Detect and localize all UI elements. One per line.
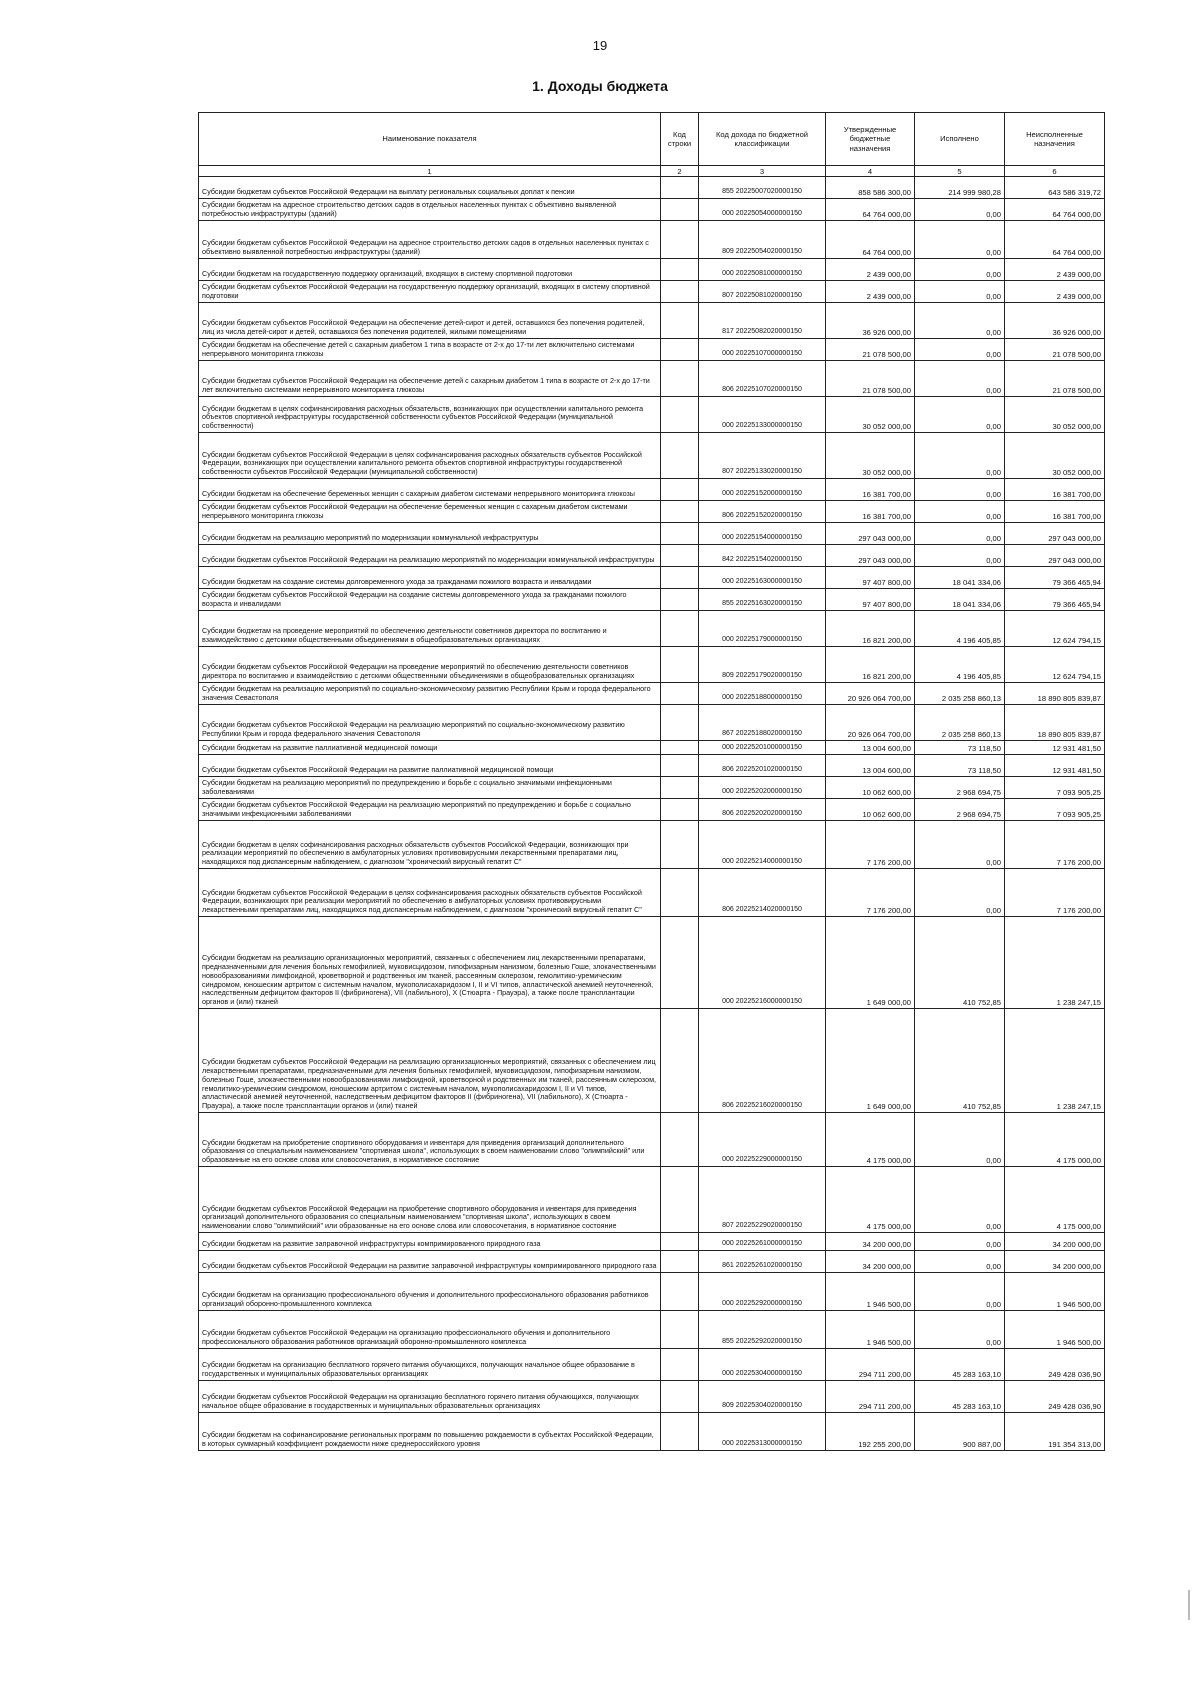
row-unexecuted: 4 175 000,00 xyxy=(1005,1113,1105,1167)
row-name: Субсидии бюджетам на софинансирование региональных программ по повышению рождаемости в субъектах Российской Федерации, в которых суммарный коэффициент рождаемости ниже среднероссийского уровня xyxy=(199,1413,661,1451)
table-row xyxy=(199,755,1105,777)
row-line-code xyxy=(661,361,699,397)
row-unexecuted: 297 043 000,00 xyxy=(1005,523,1105,545)
row-unexecuted: 1 238 247,15 xyxy=(1005,1009,1105,1113)
row-income-code: 000 20225292000000150 xyxy=(699,1273,826,1311)
row-approved: 13 004 600,00 xyxy=(826,755,915,777)
row-approved: 294 711 200,00 xyxy=(826,1381,915,1413)
row-income-code: 000 20225216000000150 xyxy=(699,917,826,1009)
table-row xyxy=(199,1113,1105,1167)
row-approved: 7 176 200,00 xyxy=(826,821,915,869)
row-name: Субсидии бюджетам субъектов Российской Федерации на создание системы долговременного ухода за гражданами пожилого возраста и инвалидами xyxy=(199,589,661,611)
table-row xyxy=(199,741,1105,755)
row-income-code: 807 20225229020000150 xyxy=(699,1167,826,1233)
row-executed: 4 196 405,85 xyxy=(915,611,1005,647)
row-income-code: 861 20225261020000150 xyxy=(699,1251,826,1273)
budget-income-table xyxy=(198,112,1105,1451)
table-row xyxy=(199,1273,1105,1311)
row-income-code: 855 20225007020000150 xyxy=(699,177,826,199)
row-unexecuted: 12 624 794,15 xyxy=(1005,611,1105,647)
table-row xyxy=(199,339,1105,361)
row-line-code xyxy=(661,647,699,683)
row-executed: 214 999 980,28 xyxy=(915,177,1005,199)
row-executed: 0,00 xyxy=(915,339,1005,361)
row-name: Субсидии бюджетам на развитие заправочной инфраструктуры компримированного природного газа xyxy=(199,1233,661,1251)
row-income-code: 000 20225304000000150 xyxy=(699,1349,826,1381)
table-row xyxy=(199,1233,1105,1251)
row-name: Субсидии бюджетам субъектов Российской Федерации на организацию бесплатного горячего питания обучающихся, получающих начальное общее образование в государственных и муниципальных образовательных организациях xyxy=(199,1381,661,1413)
row-approved: 20 926 064 700,00 xyxy=(826,705,915,741)
row-approved: 20 926 064 700,00 xyxy=(826,683,915,705)
row-executed: 0,00 xyxy=(915,523,1005,545)
row-line-code xyxy=(661,281,699,303)
row-income-code: 000 20225261000000150 xyxy=(699,1233,826,1251)
table-row xyxy=(199,647,1105,683)
row-income-code: 806 20225152020000150 xyxy=(699,501,826,523)
row-name: Субсидии бюджетам в целях софинансирования расходных обязательств, возникающих при осуществлении капитального ремонта объектов спортивной инфраструктуры государственной собственности субъектов Российской Федерации (муниципальной собственности) xyxy=(199,397,661,433)
row-executed: 0,00 xyxy=(915,1113,1005,1167)
row-name: Субсидии бюджетам на приобретение спортивного оборудования и инвентаря для приведения организаций дополнительного образования со специальным наименованием "спортивная школа", использующих в своем наименовании слово "олимпийский" или образованные на его основе слова или словосочетания, в нормативное состояние xyxy=(199,1113,661,1167)
row-line-code xyxy=(661,433,699,479)
row-name: Субсидии бюджетам субъектов Российской Федерации на обеспечение беременных женщин с сахарным диабетом системами непрерывного мониторинга глюкозы xyxy=(199,501,661,523)
row-line-code xyxy=(661,799,699,821)
row-approved: 10 062 600,00 xyxy=(826,777,915,799)
row-approved: 1 946 500,00 xyxy=(826,1311,915,1349)
row-approved: 97 407 800,00 xyxy=(826,589,915,611)
table-row xyxy=(199,777,1105,799)
row-approved: 30 052 000,00 xyxy=(826,433,915,479)
row-name: Субсидии бюджетам субъектов Российской Федерации на обеспечение детей-сирот и детей, оставшихся без попечения родителей, лиц из числа детей-сирот и детей, оставшихся без попечения родителей, жилыми помещениями xyxy=(199,303,661,339)
row-income-code: 000 20225202000000150 xyxy=(699,777,826,799)
table-row xyxy=(199,523,1105,545)
row-line-code xyxy=(661,869,699,917)
table-row xyxy=(199,1009,1105,1113)
row-unexecuted: 21 078 500,00 xyxy=(1005,339,1105,361)
row-executed: 0,00 xyxy=(915,433,1005,479)
row-unexecuted: 79 366 465,94 xyxy=(1005,567,1105,589)
row-executed: 0,00 xyxy=(915,545,1005,567)
row-name: Субсидии бюджетам на обеспечение беременных женщин с сахарным диабетом системами непрерывного мониторинга глюкозы xyxy=(199,479,661,501)
row-executed: 0,00 xyxy=(915,397,1005,433)
page-title: 1. Доходы бюджета xyxy=(532,78,668,94)
table-row xyxy=(199,1167,1105,1233)
row-approved: 7 176 200,00 xyxy=(826,869,915,917)
row-unexecuted: 34 200 000,00 xyxy=(1005,1251,1105,1273)
row-line-code xyxy=(661,683,699,705)
row-executed: 18 041 334,06 xyxy=(915,567,1005,589)
row-line-code xyxy=(661,523,699,545)
table-row xyxy=(199,501,1105,523)
row-name: Субсидии бюджетам субъектов Российской Федерации на развитие паллиативной медицинской помощи xyxy=(199,755,661,777)
row-line-code xyxy=(661,545,699,567)
row-line-code xyxy=(661,1113,699,1167)
row-income-code: 000 20225107000000150 xyxy=(699,339,826,361)
scan-edge-mark xyxy=(1188,1590,1190,1620)
row-line-code xyxy=(661,821,699,869)
row-unexecuted: 21 078 500,00 xyxy=(1005,361,1105,397)
table-row xyxy=(199,1413,1105,1451)
row-approved: 97 407 800,00 xyxy=(826,567,915,589)
table-row xyxy=(199,1311,1105,1349)
row-executed: 18 041 334,06 xyxy=(915,589,1005,611)
row-executed: 45 283 163,10 xyxy=(915,1381,1005,1413)
row-unexecuted: 16 381 700,00 xyxy=(1005,501,1105,523)
table-row xyxy=(199,611,1105,647)
row-approved: 2 439 000,00 xyxy=(826,259,915,281)
row-name: Субсидии бюджетам субъектов Российской Федерации на обеспечение детей с сахарным диабетом 1 типа в возрасте от 2-х до 17-ти лет включительно системами непрерывного мониторинга глюкозы xyxy=(199,361,661,397)
row-name: Субсидии бюджетам на реализацию организационных мероприятий, связанных с обеспечением лиц лекарственными препаратами, предназначенными для лечения больных гемофилией, муковисцидозом, гипофизарным нанизмом, болезнью Гоше, злокачественными новообразованиями лимфоидной, кроветворной и родственных им тканей, рассеянным склерозом, гемолитико-уремическим синдромом, юношеским артритом с системным началом, мукополисахаридозом I, II и VI типов, апластической анемией неуточненной, наследственным дефицитом факторов II (фибриногена), VII (лабильного), X (Стюарта - Прауэра), а также после трансплантации органов и (или) тканей xyxy=(199,917,661,1009)
row-executed: 0,00 xyxy=(915,869,1005,917)
table-row xyxy=(199,361,1105,397)
row-approved: 21 078 500,00 xyxy=(826,361,915,397)
row-name: Субсидии бюджетам субъектов Российской Федерации на развитие заправочной инфраструктуры компримированного природного газа xyxy=(199,1251,661,1273)
row-line-code xyxy=(661,397,699,433)
row-income-code: 817 20225082020000150 xyxy=(699,303,826,339)
row-approved: 4 175 000,00 xyxy=(826,1113,915,1167)
row-executed: 45 283 163,10 xyxy=(915,1349,1005,1381)
row-approved: 30 052 000,00 xyxy=(826,397,915,433)
row-line-code xyxy=(661,755,699,777)
table-row xyxy=(199,177,1105,199)
row-line-code xyxy=(661,1311,699,1349)
table-row xyxy=(199,397,1105,433)
header-unexecuted: Неисполненные назначения xyxy=(1005,113,1105,166)
row-line-code xyxy=(661,741,699,755)
row-name: Субсидии бюджетам на развитие паллиативной медицинской помощи xyxy=(199,741,661,755)
table-row xyxy=(199,259,1105,281)
table-row xyxy=(199,303,1105,339)
table-row xyxy=(199,869,1105,917)
row-line-code xyxy=(661,1273,699,1311)
row-executed: 410 752,85 xyxy=(915,1009,1005,1113)
row-name: Субсидии бюджетам субъектов Российской Федерации на приобретение спортивного оборудования и инвентаря для приведения организаций дополнительного образования со специальным наименованием "спортивная школа", использующих в своем наименовании слово "олимпийский" или образованные на его основе слова или словосочетания, в нормативное состояние xyxy=(199,1167,661,1233)
row-approved: 294 711 200,00 xyxy=(826,1349,915,1381)
row-executed: 0,00 xyxy=(915,1167,1005,1233)
row-approved: 4 175 000,00 xyxy=(826,1167,915,1233)
row-name: Субсидии бюджетам субъектов Российской Федерации на государственную поддержку организаций, входящих в систему спортивной подготовки xyxy=(199,281,661,303)
row-approved: 36 926 000,00 xyxy=(826,303,915,339)
table-row xyxy=(199,799,1105,821)
row-approved: 21 078 500,00 xyxy=(826,339,915,361)
header-approved: Утвержденные бюджетные назначения xyxy=(826,113,915,166)
row-unexecuted: 643 586 319,72 xyxy=(1005,177,1105,199)
row-approved: 297 043 000,00 xyxy=(826,545,915,567)
row-name: Субсидии бюджетам на реализацию мероприятий по социально-экономическому развитию Республики Крым и города федерального значения Севастополя xyxy=(199,683,661,705)
row-approved: 16 381 700,00 xyxy=(826,479,915,501)
row-approved: 192 255 200,00 xyxy=(826,1413,915,1451)
table-row xyxy=(199,1251,1105,1273)
row-name: Субсидии бюджетам в целях софинансирования расходных обязательств субъектов Российской Федерации, возникающих при реализации мероприятий по обеспечению в амбулаторных условиях противовирусными лекарственными препаратами лиц, находящихся под диспансерным наблюдением, с диагнозом "хронический вирусный гепатит С" xyxy=(199,821,661,869)
row-unexecuted: 30 052 000,00 xyxy=(1005,397,1105,433)
row-unexecuted: 191 354 313,00 xyxy=(1005,1413,1105,1451)
row-executed: 2 968 694,75 xyxy=(915,799,1005,821)
header-executed: Исполнено xyxy=(915,113,1005,166)
row-unexecuted: 1 238 247,15 xyxy=(1005,917,1105,1009)
header-number: 4 xyxy=(826,166,915,177)
row-line-code xyxy=(661,501,699,523)
row-approved: 16 821 200,00 xyxy=(826,647,915,683)
table-row xyxy=(199,545,1105,567)
row-name: Субсидии бюджетам субъектов Российской Федерации на реализацию мероприятий по модернизации коммунальной инфраструктуры xyxy=(199,545,661,567)
row-income-code: 806 20225216020000150 xyxy=(699,1009,826,1113)
table-row xyxy=(199,479,1105,501)
row-executed: 2 035 258 860,13 xyxy=(915,683,1005,705)
row-executed: 0,00 xyxy=(915,479,1005,501)
row-executed: 0,00 xyxy=(915,199,1005,221)
row-executed: 0,00 xyxy=(915,303,1005,339)
row-line-code xyxy=(661,1233,699,1251)
row-line-code xyxy=(661,1413,699,1451)
row-executed: 0,00 xyxy=(915,221,1005,259)
row-line-code xyxy=(661,705,699,741)
header-number: 5 xyxy=(915,166,1005,177)
row-executed: 0,00 xyxy=(915,259,1005,281)
row-approved: 34 200 000,00 xyxy=(826,1251,915,1273)
table-row xyxy=(199,705,1105,741)
row-line-code xyxy=(661,1381,699,1413)
row-income-code: 842 20225154020000150 xyxy=(699,545,826,567)
row-income-code: 809 20225179020000150 xyxy=(699,647,826,683)
row-income-code: 000 20225214000000150 xyxy=(699,821,826,869)
row-unexecuted: 12 931 481,50 xyxy=(1005,741,1105,755)
header-number: 6 xyxy=(1005,166,1105,177)
row-approved: 10 062 600,00 xyxy=(826,799,915,821)
row-name: Субсидии бюджетам субъектов Российской Федерации на организацию профессионального обучения и дополнительного профессионального образования работников организаций оборонно-промышленного комплекса xyxy=(199,1311,661,1349)
row-approved: 16 821 200,00 xyxy=(826,611,915,647)
row-unexecuted: 18 890 805 839,87 xyxy=(1005,683,1105,705)
row-income-code: 000 20225152000000150 xyxy=(699,479,826,501)
row-approved: 13 004 600,00 xyxy=(826,741,915,755)
row-income-code: 806 20225107020000150 xyxy=(699,361,826,397)
row-line-code xyxy=(661,479,699,501)
header-income-code: Код дохода по бюджетной классификации xyxy=(699,113,826,166)
row-unexecuted: 7 176 200,00 xyxy=(1005,821,1105,869)
table-row xyxy=(199,199,1105,221)
row-name: Субсидии бюджетам субъектов Российской Федерации на реализацию мероприятий по предупреждению и борьбе с социально значимыми инфекционными заболеваниями xyxy=(199,799,661,821)
row-name: Субсидии бюджетам субъектов Российской Федерации на реализацию организационных мероприятий, связанных с обеспечением лиц лекарственными препаратами, предназначенными для лечения больных гемофилией, муковисцидозом, гипофизарным нанизмом, болезнью Гоше, злокачественными новообразованиями лимфоидной, кроветворной и родственных им тканей, рассеянным склерозом, гемолитико-уремическим синдромом, юношеским артритом с системным началом, мукополисахаридозом I, II и VI типов, апластической анемией неуточненной, наследственным дефицитом факторов II (фибриногена), VII (лабильного), X (Стюарта - Прауэра), а также после трансплантации органов и (или) тканей xyxy=(199,1009,661,1113)
row-approved: 64 764 000,00 xyxy=(826,199,915,221)
row-income-code: 809 20225054020000150 xyxy=(699,221,826,259)
row-line-code xyxy=(661,589,699,611)
row-line-code xyxy=(661,567,699,589)
row-line-code xyxy=(661,611,699,647)
table-row xyxy=(199,221,1105,259)
row-name: Субсидии бюджетам на реализацию мероприятий по модернизации коммунальной инфраструктуры xyxy=(199,523,661,545)
table-row xyxy=(199,433,1105,479)
row-executed: 0,00 xyxy=(915,1273,1005,1311)
row-unexecuted: 249 428 036,90 xyxy=(1005,1349,1105,1381)
row-approved: 34 200 000,00 xyxy=(826,1233,915,1251)
row-unexecuted: 64 764 000,00 xyxy=(1005,199,1105,221)
row-income-code: 855 20225292020000150 xyxy=(699,1311,826,1349)
row-line-code xyxy=(661,177,699,199)
row-unexecuted: 297 043 000,00 xyxy=(1005,545,1105,567)
row-unexecuted: 2 439 000,00 xyxy=(1005,259,1105,281)
row-line-code xyxy=(661,1349,699,1381)
table-row xyxy=(199,281,1105,303)
row-name: Субсидии бюджетам субъектов Российской Федерации в целях софинансирования расходных обязательств субъектов Российской Федерации, возникающих при осуществлении капитального ремонта объектов спортивной инфраструктуры государственной собственности субъектов Российской Федерации (муниципальной собственности) xyxy=(199,433,661,479)
row-executed: 0,00 xyxy=(915,361,1005,397)
row-income-code: 807 20225081020000150 xyxy=(699,281,826,303)
row-approved: 16 381 700,00 xyxy=(826,501,915,523)
header-number: 1 xyxy=(199,166,661,177)
row-unexecuted: 36 926 000,00 xyxy=(1005,303,1105,339)
page-number: 19 xyxy=(592,38,608,53)
row-unexecuted: 7 176 200,00 xyxy=(1005,869,1105,917)
row-approved: 1 649 000,00 xyxy=(826,1009,915,1113)
row-name: Субсидии бюджетам субъектов Российской Федерации на выплату региональных социальных доплат к пенсии xyxy=(199,177,661,199)
row-line-code xyxy=(661,777,699,799)
row-unexecuted: 34 200 000,00 xyxy=(1005,1233,1105,1251)
row-approved: 297 043 000,00 xyxy=(826,523,915,545)
row-line-code xyxy=(661,259,699,281)
row-name: Субсидии бюджетам субъектов Российской Федерации на адресное строительство детских садов в отдельных населенных пунктах с объективно выявленной потребностью инфраструктуры (зданий) xyxy=(199,221,661,259)
row-unexecuted: 4 175 000,00 xyxy=(1005,1167,1105,1233)
row-income-code: 000 20225313000000150 xyxy=(699,1413,826,1451)
row-executed: 0,00 xyxy=(915,821,1005,869)
row-executed: 2 035 258 860,13 xyxy=(915,705,1005,741)
row-executed: 0,00 xyxy=(915,1251,1005,1273)
row-executed: 900 887,00 xyxy=(915,1413,1005,1451)
row-income-code: 807 20225133020000150 xyxy=(699,433,826,479)
row-income-code: 806 20225202020000150 xyxy=(699,799,826,821)
row-line-code xyxy=(661,339,699,361)
row-name: Субсидии бюджетам субъектов Российской Федерации на проведение мероприятий по обеспечению деятельности советников директора по воспитанию и взаимодействию с детскими общественными объединениями в общеобразовательных организациях xyxy=(199,647,661,683)
row-income-code: 000 20225179000000150 xyxy=(699,611,826,647)
row-income-code: 000 20225133000000150 xyxy=(699,397,826,433)
row-executed: 410 752,85 xyxy=(915,917,1005,1009)
row-executed: 0,00 xyxy=(915,1311,1005,1349)
row-name: Субсидии бюджетам на организацию бесплатного горячего питания обучающихся, получающих начальное общее образование в государственных и муниципальных образовательных организациях xyxy=(199,1349,661,1381)
row-approved: 858 586 300,00 xyxy=(826,177,915,199)
header-number: 3 xyxy=(699,166,826,177)
row-executed: 0,00 xyxy=(915,281,1005,303)
table-row xyxy=(199,821,1105,869)
table-row xyxy=(199,1349,1105,1381)
table-row xyxy=(199,1381,1105,1413)
row-unexecuted: 1 946 500,00 xyxy=(1005,1311,1105,1349)
row-income-code: 806 20225201020000150 xyxy=(699,755,826,777)
row-name: Субсидии бюджетам на проведение мероприятий по обеспечению деятельности советников директора по воспитанию и взаимодействию с детскими общественными объединениями в общеобразовательных организациях xyxy=(199,611,661,647)
table-body xyxy=(199,177,1105,1451)
row-executed: 2 968 694,75 xyxy=(915,777,1005,799)
row-name: Субсидии бюджетам субъектов Российской Федерации в целях софинансирования расходных обязательств субъектов Российской Федерации, возникающих при реализации мероприятий по обеспечению в амбулаторных условиях противовирусными лекарственными препаратами лиц, находящихся под диспансерным наблюдением, с диагнозом "хронический вирусный гепатит С" xyxy=(199,869,661,917)
row-income-code: 000 20225163000000150 xyxy=(699,567,826,589)
table-row xyxy=(199,683,1105,705)
table-row xyxy=(199,589,1105,611)
row-unexecuted: 64 764 000,00 xyxy=(1005,221,1105,259)
row-name: Субсидии бюджетам субъектов Российской Федерации на реализацию мероприятий по социально-экономическому развитию Республики Крым и города федерального значения Севастополя xyxy=(199,705,661,741)
row-income-code: 000 20225201000000150 xyxy=(699,741,826,755)
row-unexecuted: 1 946 500,00 xyxy=(1005,1273,1105,1311)
row-income-code: 809 20225304020000150 xyxy=(699,1381,826,1413)
row-executed: 73 118,50 xyxy=(915,741,1005,755)
row-executed: 4 196 405,85 xyxy=(915,647,1005,683)
row-name: Субсидии бюджетам на организацию профессионального обучения и дополнительного профессионального образования работников организаций оборонно-промышленного комплекса xyxy=(199,1273,661,1311)
row-unexecuted: 249 428 036,90 xyxy=(1005,1381,1105,1413)
row-income-code: 855 20225163020000150 xyxy=(699,589,826,611)
row-line-code xyxy=(661,1009,699,1113)
row-income-code: 806 20225214020000150 xyxy=(699,869,826,917)
row-income-code: 000 20225154000000150 xyxy=(699,523,826,545)
row-unexecuted: 16 381 700,00 xyxy=(1005,479,1105,501)
row-unexecuted: 30 052 000,00 xyxy=(1005,433,1105,479)
row-approved: 1 649 000,00 xyxy=(826,917,915,1009)
row-income-code: 867 20225188020000150 xyxy=(699,705,826,741)
row-executed: 73 118,50 xyxy=(915,755,1005,777)
row-unexecuted: 12 931 481,50 xyxy=(1005,755,1105,777)
row-income-code: 000 20225054000000150 xyxy=(699,199,826,221)
row-name: Субсидии бюджетам на государственную поддержку организаций, входящих в систему спортивной подготовки xyxy=(199,259,661,281)
header-number: 2 xyxy=(661,166,699,177)
row-approved: 2 439 000,00 xyxy=(826,281,915,303)
row-name: Субсидии бюджетам на обеспечение детей с сахарным диабетом 1 типа в возрасте от 2-х до 17-ти лет включительно системами непрерывного мониторинга глюкозы xyxy=(199,339,661,361)
row-executed: 0,00 xyxy=(915,1233,1005,1251)
row-income-code: 000 20225081000000150 xyxy=(699,259,826,281)
row-executed: 0,00 xyxy=(915,501,1005,523)
row-income-code: 000 20225188000000150 xyxy=(699,683,826,705)
row-name: Субсидии бюджетам на реализацию мероприятий по предупреждению и борьбе с социально значимыми инфекционными заболеваниями xyxy=(199,777,661,799)
row-unexecuted: 7 093 905,25 xyxy=(1005,799,1105,821)
row-income-code: 000 20225229000000150 xyxy=(699,1113,826,1167)
row-unexecuted: 2 439 000,00 xyxy=(1005,281,1105,303)
row-line-code xyxy=(661,1251,699,1273)
table-row xyxy=(199,917,1105,1009)
row-line-code xyxy=(661,303,699,339)
row-line-code xyxy=(661,917,699,1009)
header-line-code: Код строки xyxy=(661,113,699,166)
header-name: Наименование показателя xyxy=(199,113,661,166)
row-approved: 1 946 500,00 xyxy=(826,1273,915,1311)
row-unexecuted: 79 366 465,94 xyxy=(1005,589,1105,611)
row-line-code xyxy=(661,221,699,259)
row-approved: 64 764 000,00 xyxy=(826,221,915,259)
row-name: Субсидии бюджетам на адресное строительство детских садов в отдельных населенных пунктах с объективно выявленной потребностью инфраструктуры (зданий) xyxy=(199,199,661,221)
row-line-code xyxy=(661,199,699,221)
row-line-code xyxy=(661,1167,699,1233)
table-row xyxy=(199,567,1105,589)
row-unexecuted: 18 890 805 839,87 xyxy=(1005,705,1105,741)
row-unexecuted: 7 093 905,25 xyxy=(1005,777,1105,799)
row-unexecuted: 12 624 794,15 xyxy=(1005,647,1105,683)
row-name: Субсидии бюджетам на создание системы долговременного ухода за гражданами пожилого возраста и инвалидами xyxy=(199,567,661,589)
